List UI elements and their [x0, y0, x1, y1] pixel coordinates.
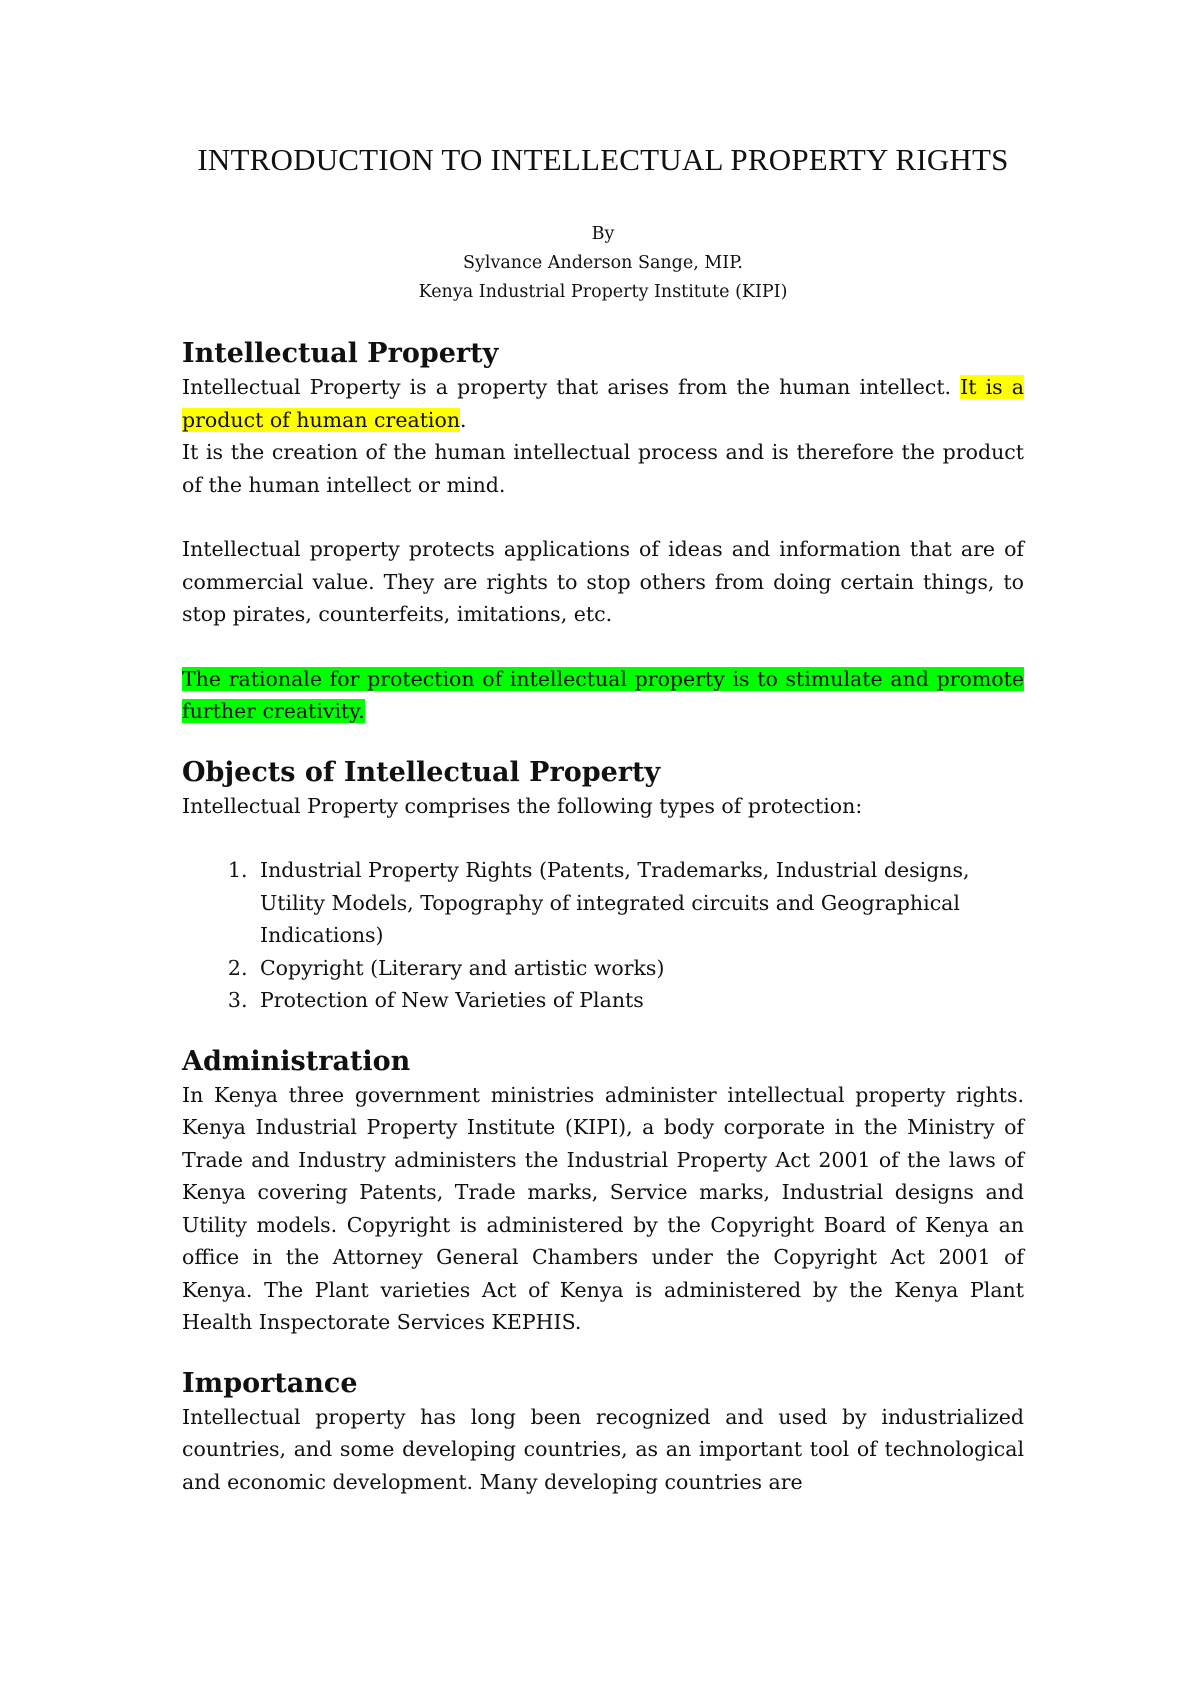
ip-p4-highlight: The rationale for protection of intellectual property is to stimulate and promote further creativity.: [182, 666, 1024, 723]
author-name: Sylvance Anderson Sange, MIP.: [463, 253, 743, 273]
objects-intro: Intellectual Property comprises the following types of protection:: [182, 793, 863, 818]
ip-paragraph-3: Intellectual property protects applications of ideas and information that are of commercial value. They are rights to stop others from doing certain things, to stop pirates, counterfeits, imitations, etc.: [182, 537, 1024, 626]
by-label: By: [591, 224, 615, 244]
section-heading-intellectual-property: Intellectual Property: [182, 338, 499, 369]
ip-paragraph-1: [182, 371, 1024, 436]
ip-paragraph-2: It is the creation of the human intellectual process and is therefore the product of the human intellect or mind.: [182, 440, 1024, 497]
ip-p1-highlight: It is a product of human creation: [182, 375, 1024, 432]
ip-p1-text: Intellectual Property is a property that arises from the human intellect.: [182, 375, 961, 399]
section-heading-objects: Objects of Intellectual Property: [182, 756, 661, 788]
list-item: 3. Protection of New Varieties of Plants: [254, 984, 1024, 1017]
list-item: 1. Industrial Property Rights (Patents, Trademarks, Industrial designs, Utility Models, Topography of integrated circuits and Geographical Indications): [254, 854, 1024, 952]
ip-paragraph-4: [182, 663, 1024, 728]
section-heading-importance: Importance: [182, 1367, 358, 1399]
objects-list: [182, 854, 1024, 1017]
administration-paragraph: In Kenya three government ministries administer intellectual property rights. Kenya Industrial Property Institute (KIPI), a body corporate in the Ministry of Trade and Industry administers the Industrial Property Act 2001 of the laws of Kenya covering Patents, Trade marks, Service marks, Industrial designs and Utility models. Copyright is administered by the Copyright Board of Kenya an office in the Attorney General Chambers under the Copyright Act 2001 of Kenya. The Plant varieties Act of Kenya is administered by the Kenya Plant Health Inspectorate Services KEPHIS.: [182, 1082, 1024, 1334]
byline-block: [182, 220, 1024, 307]
ip-p1-end: .: [460, 407, 467, 432]
document-title: INTRODUCTION TO INTELLECTUAL PROPERTY RIGHTS: [197, 142, 1009, 177]
importance-paragraph: Intellectual property has long been recognized and used by industrialized countries, and some developing countries, as an important tool of technological and economic development. Many developing countries are: [182, 1404, 1024, 1494]
section-heading-administration: Administration: [182, 1045, 411, 1077]
author-affiliation: Kenya Industrial Property Institute (KIPI): [418, 282, 788, 302]
list-item: 2. Copyright (Literary and artistic works): [254, 952, 1024, 985]
